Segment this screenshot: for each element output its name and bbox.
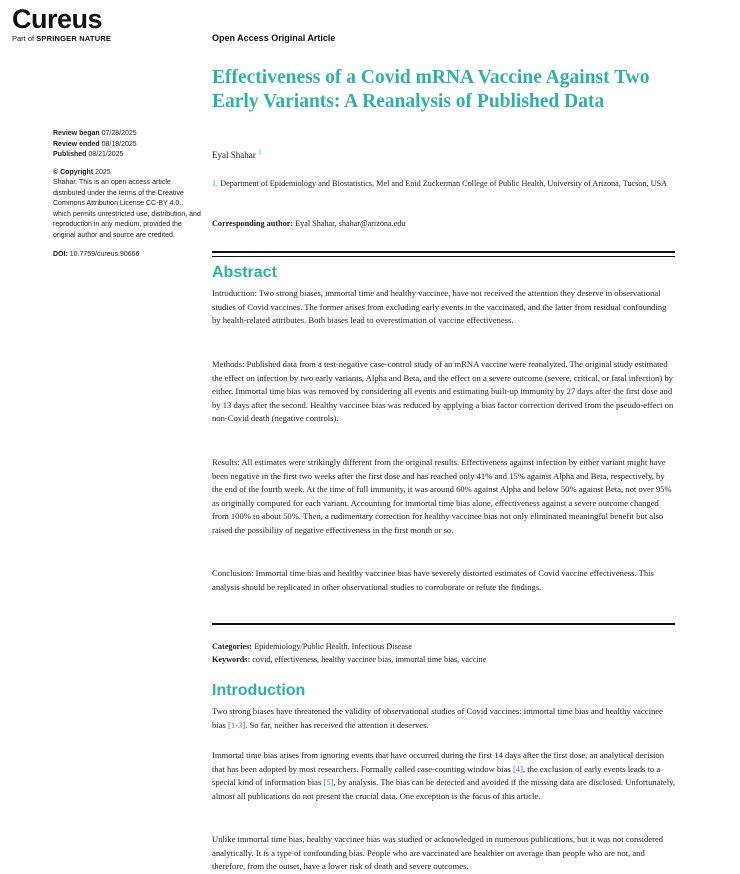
copyright-label: © Copyright bbox=[53, 168, 94, 176]
introduction-heading: Introduction bbox=[212, 682, 306, 699]
published-label: Published bbox=[53, 151, 87, 158]
affiliation bbox=[212, 178, 675, 190]
copyright-year: 2025 bbox=[95, 168, 111, 176]
abstract-heading: Abstract bbox=[212, 264, 277, 281]
review-ended-date: 08/18/2025 bbox=[101, 140, 137, 148]
abstract-results: Results: All estimates were strikingly different from the original results. Effectiveness against infection by either variant might have been negative in the first two weeks after the first dose and has reached only 41% and 15% against Alpha and Beta, respectively, by the end of the fourth week. At the time of full immunity, it was around 60% against Alpha and below 50% against Beta, not over 95% as originally computed for each variant. Accounting for immortal time bias alone, effectiveness against a severe outcome changed from 100% to about 50%. Then, a rudimentary correction for healthy vaccinee bias not only eliminated meaningful benefit but also raised the possibility of negative effectiveness in the first month or so. bbox=[212, 457, 672, 535]
abstract-introduction: Introduction: Two strong biases, immortal time and healthy vaccinee, have not received the attention they deserve in observational studies of Covid vaccines. The former arises from excluding early events in the vaccinated, and the latter from residual confounding by health-related attributes. Both biases lead to overestimation of vaccine effectiveness. bbox=[212, 288, 667, 326]
meta-divider bbox=[212, 623, 675, 625]
citation-link[interactable]: [1-3] bbox=[228, 719, 246, 730]
introduction-paragraph-3: Unlike immortal time bias, healthy vaccinee bias was studied or acknowledged in numerous publications, but it was not considered analytically. It is a type of confounding bias. People who are vaccinated are healthier on average than people who are not, and therefore, from the outset, have a lower risk of death and severe outcomes. bbox=[212, 834, 664, 872]
corresponding-label: Corresponding author: bbox=[212, 219, 294, 228]
citation-link[interactable]: [5] bbox=[323, 777, 334, 788]
categories-label: Categories: bbox=[212, 642, 253, 651]
intro-p1-text-a: Two strong biases have threatened the validity of observational studies of Covid vaccines: immortal time bias and healthy vaccinee bias bbox=[212, 706, 663, 730]
published-row bbox=[53, 150, 203, 161]
article-sidebar bbox=[53, 129, 203, 261]
copyright-row bbox=[53, 168, 203, 179]
keywords-value: covid, effectiveness, healthy vaccinee bias, immortal time bias, vaccine bbox=[252, 655, 487, 664]
published-date: 08/21/2025 bbox=[88, 151, 124, 158]
author-name[interactable]: Eyal Shahar bbox=[212, 150, 256, 160]
author-line bbox=[212, 147, 262, 160]
intro-p1-text-b: . So far, neither has received the attention it deserves. bbox=[245, 719, 429, 730]
citation-link[interactable]: [4] bbox=[512, 763, 523, 774]
author-affiliation-sup[interactable]: 1 bbox=[257, 147, 262, 156]
doi-label: DOI: bbox=[53, 251, 68, 258]
article-type: Open Access Original Article bbox=[212, 33, 336, 43]
review-began-row bbox=[53, 129, 203, 140]
review-ended-label: Review ended bbox=[53, 140, 100, 148]
doi-link[interactable]: 10.7759/cureus.90666 bbox=[69, 251, 140, 258]
part-of-prefix: Part of bbox=[12, 34, 35, 43]
categories-row bbox=[212, 641, 675, 654]
affiliation-number: 1. bbox=[212, 179, 219, 188]
affiliation-text: Department of Epidemiology and Biostatistics, Mel and Enid Zuckerman College of Public Health, University of Arizona, Tucson, USA bbox=[220, 179, 668, 188]
intro-p2-text-a: Immortal time bias arises from ignoring events that have occurred during the first 14 days after the first dose, an analytical decision that has been adopted by most researchers. Formally called case-counting window bias bbox=[212, 750, 664, 774]
abstract-conclusion: Conclusion: Immortal time bias and healthy vaccinee bias have severely distorted estimates of Covid vaccine effectiveness. This analysis should be replicated in other observational studies to corroborate or refute the findings. bbox=[212, 568, 654, 592]
license-text: Shahar. This is an open access article distributed under the terms of the Creative Commons Attribution License CC-BY 4.0., which permits unrestricted use, distribution, and reproduction in any medium, provided the original author and source are credited. bbox=[53, 179, 201, 239]
corresponding-text: Eyal Shahar, shahar@arizona.edu bbox=[295, 219, 406, 228]
keywords-row bbox=[212, 654, 675, 667]
intro-p2-text-b: , the exclusion of early events leads to a special kind of information bias bbox=[212, 763, 661, 788]
review-began-date: 07/28/2025 bbox=[101, 130, 137, 137]
article-title: Effectiveness of a Covid mRNA Vaccine Against Two Early Variants: A Reanalysis of Published Data bbox=[212, 67, 650, 112]
keywords-label: Keywords: bbox=[212, 655, 251, 664]
intro-p2-text-c: , by analysis. The bias can be detected and avoided if the missing data are disclosed. Unfortunately, almost all publications do not present the crucial data. One exception is the focus of this article. bbox=[212, 777, 675, 801]
introduction-paragraph-1 bbox=[212, 705, 675, 732]
review-began-label: Review began bbox=[53, 130, 100, 137]
section-divider bbox=[212, 251, 675, 257]
publisher-brand: SPRINGER NATURE bbox=[36, 34, 112, 43]
abstract-methods: Methods: Published data from a test-negative case-control study of an mRNA vaccine were reanalyzed. The original study estimated the effect on infection by two early variants, Alpha and Beta, and the effect on a severe outcome (severe, critical, or fatal infection) by either. Immortal time bias was removed by considering all events and estimating built-up immunity by 27 days after the first dose and by 13 days after the second. Healthy vaccinee bias was reduced by applying a bias factor correction derived from the pseudo-effect on non-Covid death (negative controls). bbox=[212, 359, 674, 424]
introduction-paragraph-2 bbox=[212, 749, 675, 803]
corresponding-author bbox=[212, 219, 406, 228]
categories-value: Epidemiology/Public Health, Infectious Disease bbox=[254, 642, 412, 651]
doi-row bbox=[53, 250, 203, 261]
publisher-line bbox=[12, 34, 111, 43]
review-ended-row bbox=[53, 140, 203, 151]
journal-name: Cureus bbox=[12, 4, 103, 34]
journal-logo[interactable] bbox=[12, 4, 111, 43]
